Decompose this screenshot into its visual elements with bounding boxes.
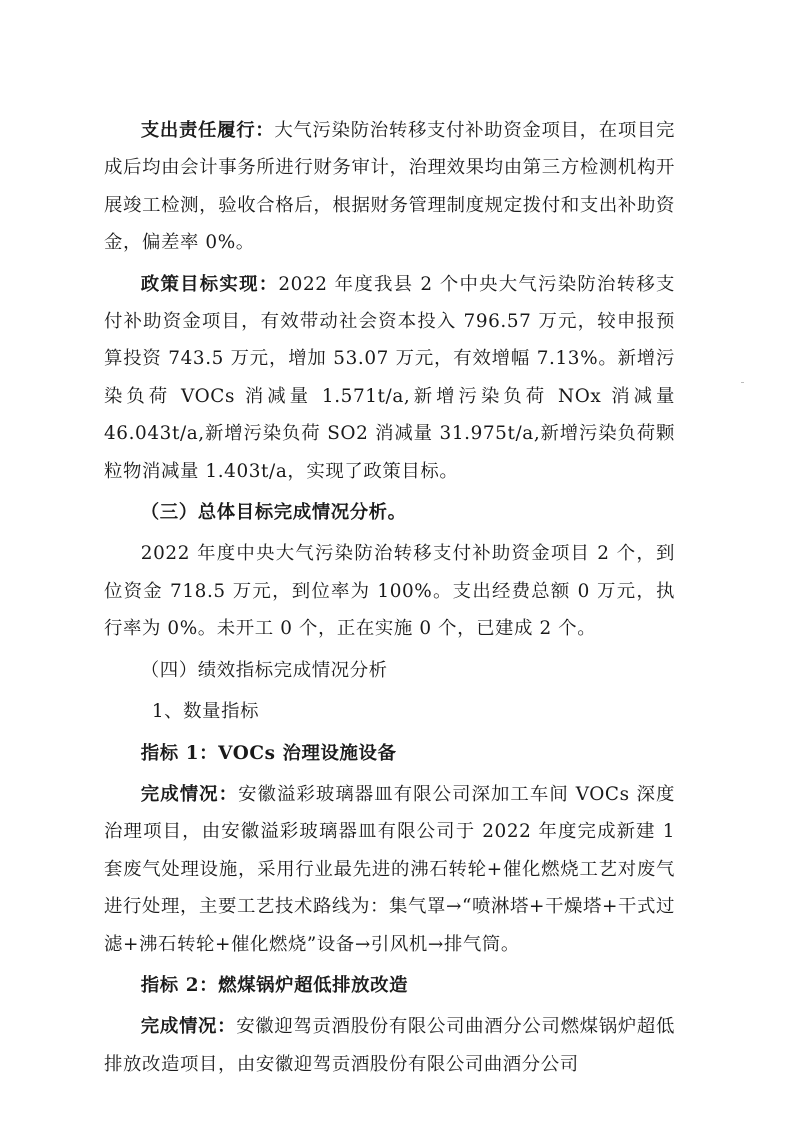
paragraph-completion-1	[104, 776, 675, 963]
paragraph-lead-label: 支出责任履行：	[140, 120, 275, 141]
paragraph-lead-label: 完成情况：	[140, 1016, 237, 1038]
paragraph-body: 安徽迎驾贡酒股份有限公司曲酒分公司燃煤锅炉超低排放改造项目，由安徽迎驾贡酒股份有限公司曲酒分公司	[104, 1016, 675, 1075]
paragraph-completion-2	[104, 1008, 675, 1083]
paragraph-lead-label: 政策目标实现：	[140, 273, 279, 295]
section-heading-overall-goal: （三）总体目标完成情况分析。	[140, 502, 407, 524]
paragraph-body: 2022 年度我县 2 个中央大气污染防治转移支付补助资金项目，有效带动社会资本投入 796.57 万元，较申报预算投资 743.5 万元，增加 53.07 万元，有效增幅 7.13%。新增污染负荷 VOCs 消减量 1.571t/a,新增污染负荷 NOx 消减量 46.043t/a,新增污染负荷 SO2 消减量 31.975t/a,新增污染负荷颗粒物消减量 1.403t/a，实现了政策目标。	[104, 273, 675, 482]
indicator-heading-2: 指标 2：燃煤锅炉超低排放改造	[140, 974, 409, 996]
paragraph-body: 安徽溢彩玻璃器皿有限公司深加工车间 VOCs 深度治理项目，由安徽溢彩玻璃器皿有限公司于 2022 年度完成新建 1 套废气处理设施，采用行业最先进的沸石转轮+催化燃烧工艺对废气进行处理，主要工艺技术路线为：集气罩→“喷淋塔+干燥塔+干式过滤+沸石转轮+催化燃烧”设备→引风机→排气筒。	[104, 783, 675, 955]
paragraph-policy-goal	[104, 266, 675, 490]
paragraph-expenditure-responsibility	[104, 112, 675, 262]
subsection-heading-quantity-indicators: 1、数量指标	[151, 701, 260, 723]
paragraph-body: 大气污染防治转移支付补助资金项目，在项目完成后均由会计事务所进行财务审计，治理效果均由第三方检测机构开展竣工检测，验收合格后，根据财务管理制度规定拨付和支出补助资金，偏差率 0%。	[104, 120, 675, 254]
section-heading-performance-indicators: （四）绩效指标完成情况分析	[140, 659, 388, 681]
scan-speck	[741, 382, 744, 383]
paragraph-overall-goal: 2022 年度中央大气污染防治转移支付补助资金项目 2 个，到位资金 718.5 万元，到位率为 100%。支出经费总额 0 万元，执行率为 0%。未开工 0 个，正在实施 0 个，已建成 2 个。	[104, 543, 675, 640]
indicator-heading-1: 指标 1：VOCs 治理设施设备	[140, 742, 397, 764]
paragraph-lead-label: 完成情况：	[140, 783, 239, 805]
